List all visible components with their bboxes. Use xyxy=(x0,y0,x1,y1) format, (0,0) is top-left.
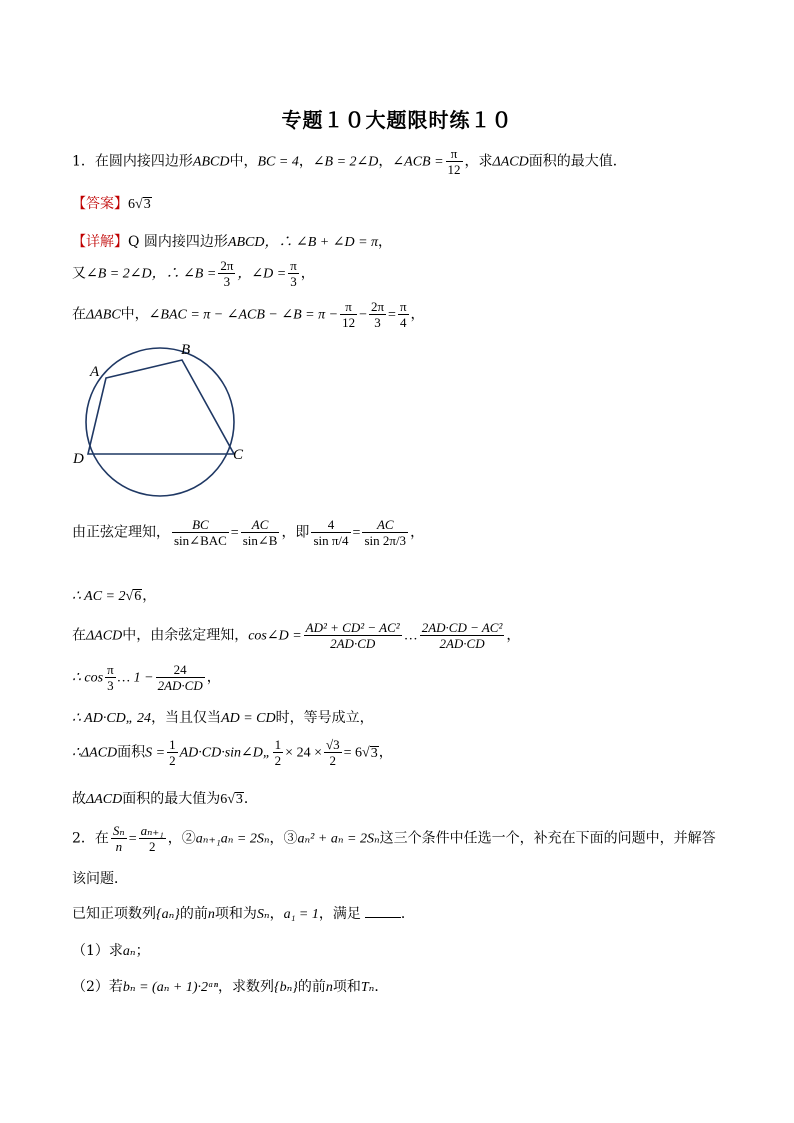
math: ∴ xyxy=(72,745,81,761)
detail-line-8 xyxy=(72,707,374,727)
math: = 6 xyxy=(343,745,363,761)
text: 该问题． xyxy=(72,871,128,887)
math: ∠B = 2∠D xyxy=(86,266,152,282)
text: （1）求 xyxy=(72,943,123,959)
fraction: $\frac{\pi}{12}$ xyxy=(342,299,356,330)
answer-tag: 【答案】 xyxy=(72,196,128,212)
text: 在圆内接四边形 xyxy=(94,153,193,170)
math: ∴ AC = 2 xyxy=(72,589,126,604)
math: … xyxy=(403,628,418,644)
text: 项和 xyxy=(332,979,361,995)
math: {bₙ} xyxy=(273,980,298,995)
math: ∴ cos xyxy=(72,670,104,686)
fraction: $\frac{\text{aₙ₊₁}}{2}$ xyxy=(140,823,164,854)
question-2-part-2 xyxy=(72,976,388,996)
text: 由正弦定理知， xyxy=(72,524,170,541)
text: ，当且仅当 xyxy=(151,710,222,726)
text: ，求 xyxy=(464,153,493,170)
math: aₙ² + aₙ = 2Sₙ xyxy=(297,831,380,847)
text: ． xyxy=(243,791,258,807)
text: ， xyxy=(298,153,313,170)
answer-line: 【答案】6√3 xyxy=(72,196,151,212)
text: ， xyxy=(378,234,393,250)
fraction: $\frac{2\pi}{3}$ xyxy=(220,258,234,289)
text: 时，等号成立， xyxy=(275,710,374,726)
fraction: $\frac{\text{2AD·CD − AC²}}{2AD\cdot CD}$ xyxy=(421,620,503,651)
math: ABCD xyxy=(227,235,265,250)
math: = xyxy=(128,831,137,847)
text: 面积的最大值． xyxy=(528,153,627,170)
detail-line-1 xyxy=(72,231,392,251)
text: ，③ xyxy=(269,830,298,847)
detail-line-10: 故ΔACD面积的最大值为6√3． xyxy=(72,791,258,807)
math: aₙ xyxy=(122,944,136,959)
math: ∠BAC = π − ∠ACB − ∠B = π − xyxy=(148,307,339,323)
label-b: B xyxy=(181,342,191,358)
answer-blank xyxy=(365,917,401,918)
label-a: A xyxy=(90,364,100,380)
math: = xyxy=(352,525,361,541)
fraction: $\frac{\text{AD² + CD² − AC²}}{2AD\cdot CD}$ xyxy=(305,620,400,651)
fraction: $\frac{1}{2}$ xyxy=(274,737,282,768)
math: S = xyxy=(145,745,166,761)
text: ， xyxy=(378,153,393,170)
detail-line-3 xyxy=(72,299,425,330)
quadrilateral-abcd xyxy=(88,360,234,454)
math: ΔACD xyxy=(86,792,123,807)
text: ，即 xyxy=(281,524,310,541)
radicand: 3 xyxy=(370,745,378,761)
math: cos∠D = xyxy=(248,628,302,644)
fraction: $\frac{\pi}{3}$ xyxy=(107,662,114,693)
math: {aₙ} xyxy=(156,907,180,922)
text: 项和为 xyxy=(214,906,257,922)
question-number: 1． xyxy=(72,153,95,170)
math: ，∠D = xyxy=(237,266,287,282)
text: ， xyxy=(378,744,393,761)
math: ΔACD xyxy=(86,628,123,644)
label-c: C xyxy=(233,447,244,463)
text: 的前 xyxy=(179,906,208,922)
math: Tₙ xyxy=(360,980,375,995)
detail-line-7 xyxy=(72,662,221,693)
fraction: $\frac{BC}{\text{sin∠BAC}}$ xyxy=(174,517,227,548)
text: ，求数列 xyxy=(217,979,274,995)
fraction: $\frac{√3}{2}$ xyxy=(325,737,340,768)
math: bₙ = (aₙ + 1)·2ᵃⁿ xyxy=(122,980,218,995)
text: ， xyxy=(300,265,315,282)
radicand: 3 xyxy=(143,197,151,212)
detail-line-6 xyxy=(72,620,520,651)
fraction: $\frac{2\pi}{3}$ xyxy=(370,299,385,330)
math: ΔACD xyxy=(80,745,118,761)
text: ， xyxy=(410,524,425,541)
text: 中， xyxy=(120,306,149,323)
circumcircle xyxy=(86,348,234,496)
math: = xyxy=(230,525,239,541)
math: × 24 × xyxy=(285,745,322,761)
text: ， xyxy=(269,906,284,922)
text: ， xyxy=(206,669,221,686)
math: AD = CD xyxy=(221,711,276,726)
fraction: $\frac{24}{2AD\cdot CD}$ xyxy=(157,662,203,693)
math: a₁ = 1 xyxy=(283,907,319,922)
text: ，满足 xyxy=(318,906,361,922)
fraction: $\frac{AC}{\sin\angle B}$ xyxy=(242,517,278,548)
text: 已知正项数列 xyxy=(72,906,156,922)
math: ABCD xyxy=(192,154,230,170)
detail-line-5: ∴ AC = 2√6， xyxy=(72,588,157,604)
text: 的前 xyxy=(297,979,326,995)
label-d: D xyxy=(73,451,84,467)
math: Sₙ xyxy=(256,907,270,922)
question-2-statement xyxy=(72,823,716,854)
fraction: $\frac{AC}{\sin 2\pi/3}$ xyxy=(364,517,407,548)
question-1-statement xyxy=(72,146,627,177)
answer-value: 6 xyxy=(128,197,135,212)
math: ΔACD xyxy=(492,154,529,170)
fraction: $\frac{1}{2}$ xyxy=(169,737,176,768)
fraction: $\frac{\pi}{12}$ xyxy=(447,146,461,177)
fraction: $\frac{\pi}{4}$ xyxy=(399,299,407,330)
math: ∠B = 2∠D xyxy=(312,154,379,170)
text: 面积 xyxy=(117,744,146,761)
math: − xyxy=(359,307,367,323)
question-2-part-1 xyxy=(72,940,150,960)
fraction: $\frac{\pi}{3}$ xyxy=(290,258,297,289)
math: AD·CD·sin∠D„ xyxy=(179,745,271,761)
text: 中， xyxy=(229,153,258,170)
question-number: 2．在 xyxy=(72,830,109,847)
text: 这三个条件中任选一个，补充在下面的问题中，并解答 xyxy=(379,830,716,847)
math: ΔABC xyxy=(86,307,121,323)
text: 故 xyxy=(72,791,86,807)
math: n xyxy=(325,980,333,995)
math: = xyxy=(388,307,396,323)
math: ∴ AD·CD„ 24 xyxy=(72,711,152,726)
math: 6 xyxy=(220,792,228,807)
text: 在 xyxy=(72,306,86,323)
text: ，② xyxy=(167,830,196,847)
diagonal-ac xyxy=(106,378,234,454)
text: ， xyxy=(410,306,425,323)
detail-line-4 xyxy=(72,517,424,548)
text: （2）若 xyxy=(72,979,123,995)
math: aₙ₊₁aₙ = 2Sₙ xyxy=(195,831,270,847)
math: n xyxy=(207,907,215,922)
fraction: $\frac{\text{Sₙ}}{n}$ xyxy=(112,823,125,854)
text: 又 xyxy=(72,265,86,282)
text: ． xyxy=(400,906,415,922)
text: 面积的最大值为 xyxy=(122,791,221,807)
text: ， xyxy=(142,588,157,604)
radicand: 3 xyxy=(235,792,243,807)
text: ． xyxy=(374,979,389,995)
radicand: 6 xyxy=(134,589,142,604)
page-title: 专题１０大题限时练１０ xyxy=(281,108,513,132)
text: 在 xyxy=(72,627,86,644)
math: ∠ACB = xyxy=(392,154,444,170)
text: 中，由余弦定理知， xyxy=(122,627,249,644)
text: Q 圆内接四边形 xyxy=(128,234,228,250)
question-2-line-3 xyxy=(72,903,415,923)
detail-line-2 xyxy=(72,258,315,289)
math: ，∴ ∠B = xyxy=(151,266,217,282)
text: ； xyxy=(135,943,150,959)
detail-line-9: ∴ΔACD面积S = $\frac{1}{2}$ AD·CD·sin∠D„ $\frac{1}{2}$ × 24 × $\frac{√3}{2}$ = 6√3， xyxy=(72,737,393,768)
question-2-line-2 xyxy=(72,868,128,888)
text: ， xyxy=(506,627,521,644)
circle-quadrilateral-diagram xyxy=(70,338,260,508)
math: BC = 4 xyxy=(257,154,299,170)
detail-tag: 【详解】 xyxy=(72,234,128,250)
math: … 1 − xyxy=(117,670,154,686)
fraction: $\frac{4}{\text{sin π/4}}$ xyxy=(313,517,349,548)
math: ，∴ ∠B + ∠D = π xyxy=(264,235,379,250)
